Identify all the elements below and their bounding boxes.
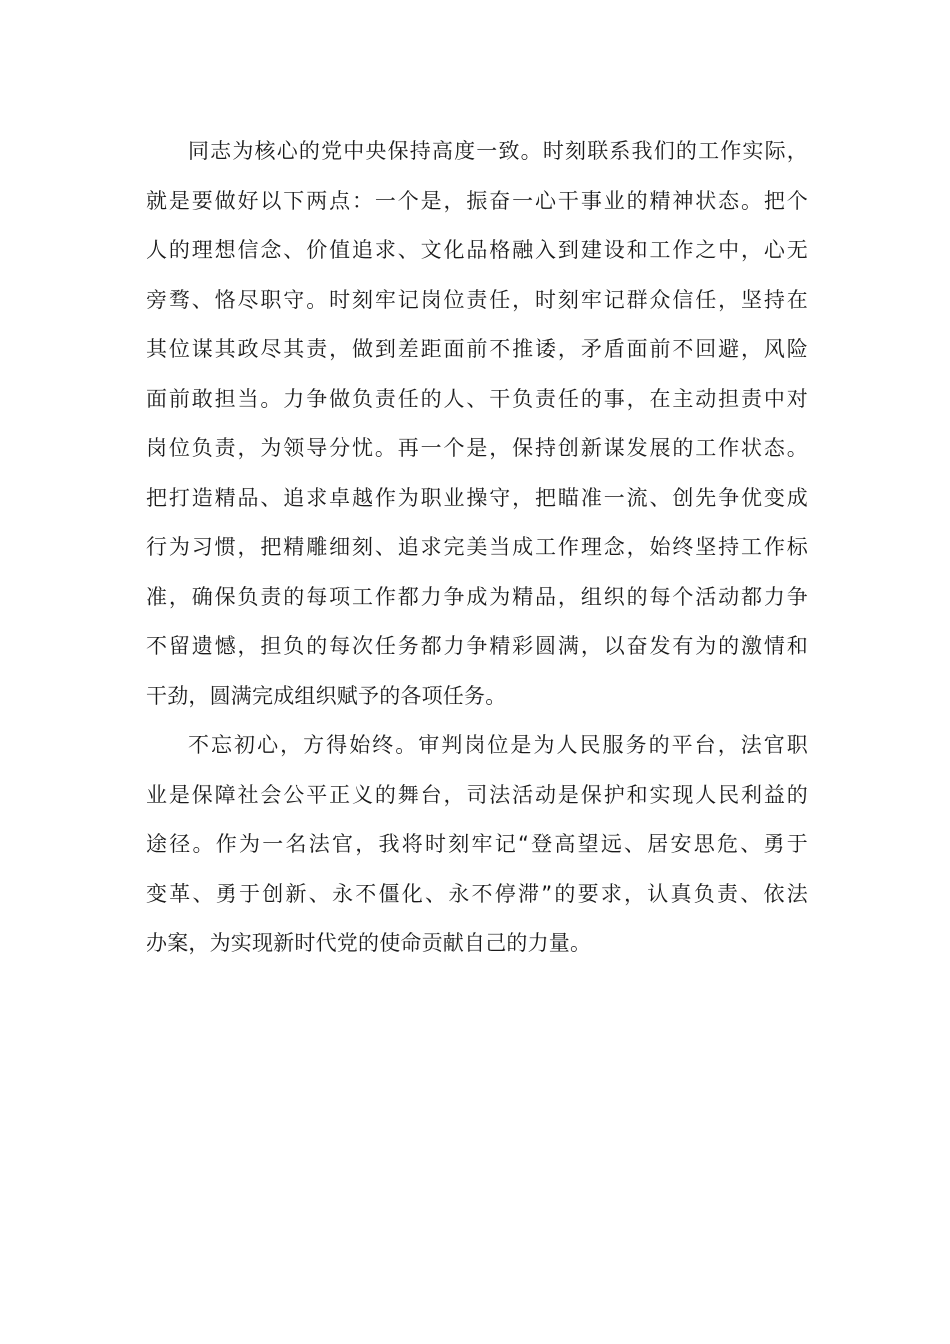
text-line: 不留遗憾，担负的每次任务都力争精彩圆满，以奋发有为的激情和 xyxy=(146,634,808,658)
text-line: 人的理想信念、价值追求、文化品格融入到建设和工作之中，心无 xyxy=(146,238,808,262)
text-line: 岗位负责，为领导分忧。再一个是，保持创新谋发展的工作状态。 xyxy=(146,436,808,460)
text-line: 业是保障社会公平正义的舞台，司法活动是保护和实现人民利益的 xyxy=(146,782,808,807)
text-line: 办案，为实现新时代党的使命贡献自己的力量。 xyxy=(146,931,592,955)
text-line: 把打造精品、追求卓越作为职业操守，把瞄准一流、创先争优变成 xyxy=(146,485,808,510)
text-line: 准，确保负责的每项工作都力争成为精品，组织的每个活动都力争 xyxy=(146,584,808,609)
text-line: 面前敢担当。力争做负责任的人、干负责任的事，在主动担责中对 xyxy=(146,386,808,411)
text-line: 就是要做好以下两点：一个是，振奋一心干事业的精神状态。把个 xyxy=(146,188,808,213)
text-line: 变革、勇于创新、永不僵化、永不停滞”的要求，认真负责、依法 xyxy=(146,881,808,906)
text-line: 旁骛、恪尽职守。时刻牢记岗位责任，时刻牢记群众信任，坚持在 xyxy=(146,287,808,312)
text-line: 途径。作为一名法官，我将时刻牢记“登高望远、居安思危、勇于 xyxy=(146,832,808,856)
text-line: 行为习惯，把精雕细刻、追求完美当成工作理念，始终坚持工作标 xyxy=(146,535,808,559)
body-text xyxy=(146,132,808,974)
text-line: 不忘初心，方得始终。审判岗位是为人民服务的平台，法官职 xyxy=(188,733,808,757)
text-line: 其位谋其政尽其责，做到差距面前不推诿，矛盾面前不回避，风险 xyxy=(146,337,808,361)
text-line: 同志为核心的党中央保持高度一致。时刻联系我们的工作实际， xyxy=(188,139,808,163)
text-line: 干劲，圆满完成组织赋予的各项任务。 xyxy=(146,683,507,708)
